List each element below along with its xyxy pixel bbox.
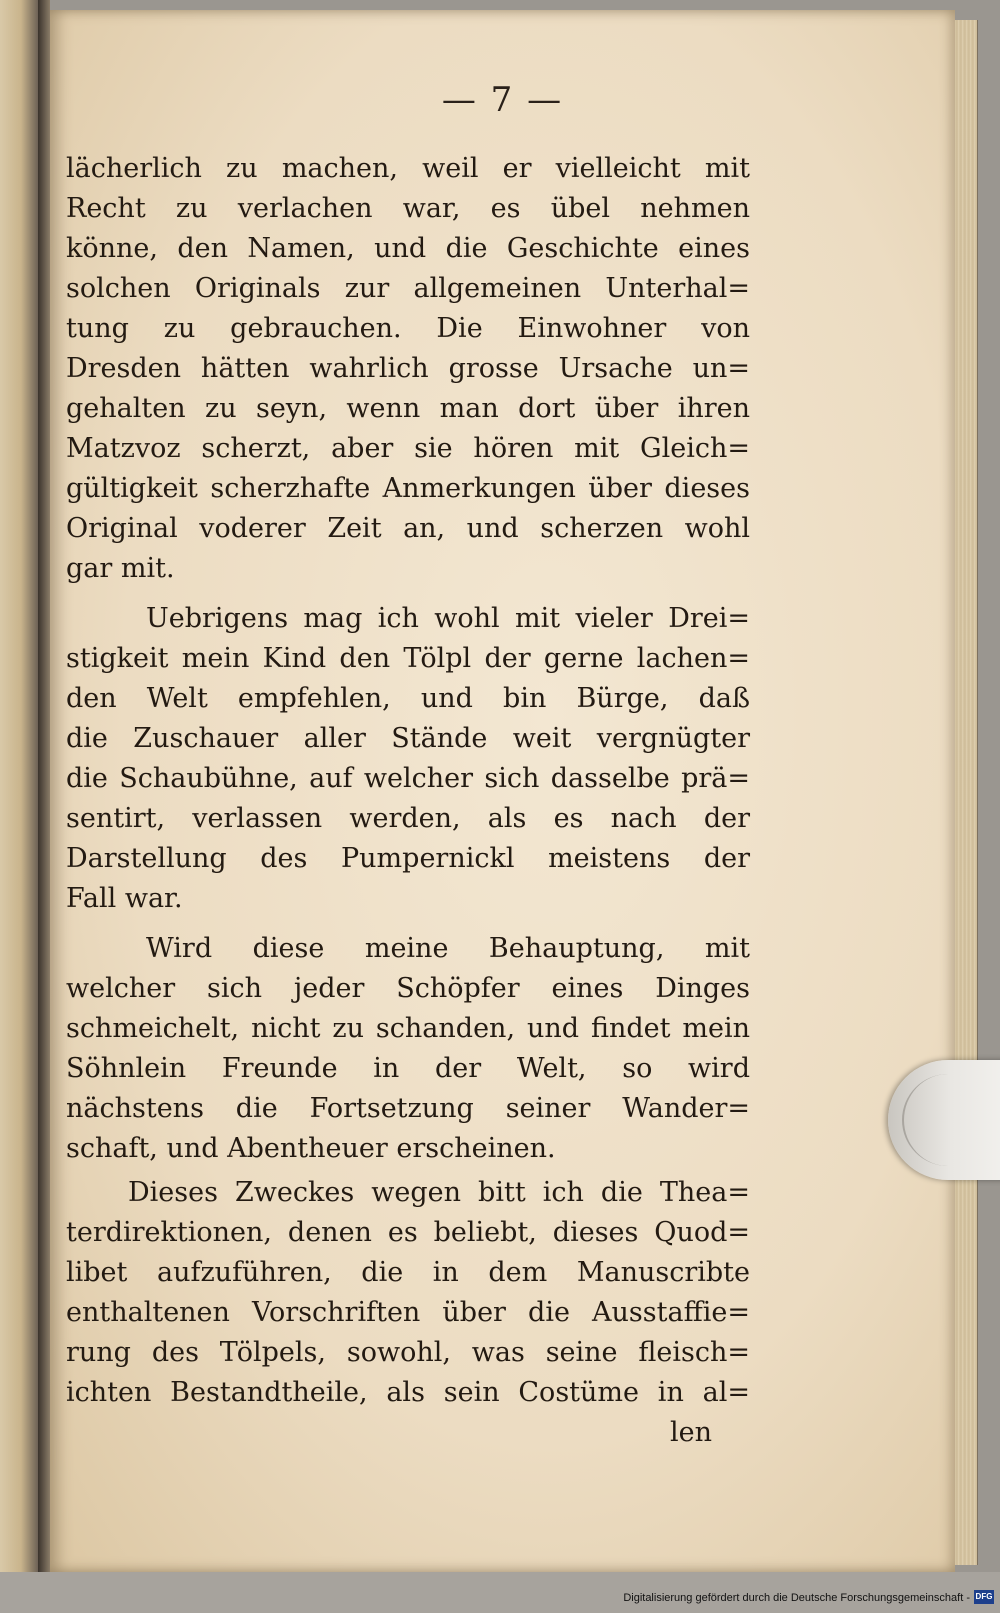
page-block-edge — [955, 20, 978, 1565]
text-line: Fall war. — [66, 883, 183, 914]
text-line: sentirt, verlassen werden, als es nach der — [66, 803, 750, 834]
text-line: Original voderer Zeit an, und scherzen wohl — [66, 513, 750, 544]
text-line: gültigkeit scherzhafte Anmerkungen über dieses — [66, 473, 750, 504]
text-line: schaft, und Abentheuer erscheinen. — [66, 1133, 556, 1164]
text-line: Dieses Zweckes wegen bitt ich die Thea= — [128, 1177, 750, 1208]
text-line: welcher sich jeder Schöpfer eines Dinges — [66, 973, 750, 1004]
text-line: ichten Bestandtheile, als sein Costüme in al= — [66, 1377, 750, 1408]
text-line: Wird diese meine Behauptung, mit — [146, 933, 750, 964]
text-line: terdirektionen, denen es beliebt, dieses Quod= — [66, 1217, 750, 1248]
catchword: len — [670, 1417, 713, 1448]
text-line: gar mit. — [66, 553, 175, 584]
text-line: die Schaubühne, auf welcher sich dasselbe prä= — [66, 763, 750, 794]
text-line: schmeichelt, nicht zu schanden, und findet mein — [66, 1013, 750, 1044]
dfg-logo: DFG — [974, 1590, 994, 1604]
text-line: Recht zu verlachen war, es übel nehmen — [66, 193, 750, 224]
text-line: die Zuschauer aller Stände weit vergnügter — [66, 723, 750, 754]
text-line: nächstens die Fortsetzung seiner Wander= — [66, 1093, 750, 1124]
text-line: solchen Originals zur allgemeinen Unterhal= — [66, 273, 750, 304]
text-line: libet aufzuführen, die in dem Manuscribte — [66, 1257, 750, 1288]
text-line: den Welt empfehlen, und bin Bürge, daß — [66, 683, 750, 714]
text-line: könne, den Namen, und die Geschichte eines — [66, 233, 750, 264]
text-line: lächerlich zu machen, weil er vielleicht mit — [66, 153, 750, 184]
book-page — [50, 10, 955, 1572]
book-gutter — [38, 0, 50, 1613]
page-number: — 7 — — [441, 80, 564, 120]
left-page-edge — [0, 0, 38, 1613]
text-line: rung des Tölpels, sowohl, was seine fleisch= — [66, 1337, 750, 1368]
text-line: stigkeit mein Kind den Tölpl der gerne lachen= — [66, 643, 750, 674]
text-line: Matzvoz scherzt, aber sie hören mit Gleich= — [66, 433, 750, 464]
text-line: enthaltenen Vorschriften über die Ausstaffie= — [66, 1297, 750, 1328]
page-clip — [888, 1060, 1000, 1180]
digitization-credit: Digitalisierung gefördert durch die Deutsche Forschungsgemeinschaft - — [623, 1592, 970, 1604]
text-line: Darstellung des Pumpernickl meistens der — [66, 843, 750, 874]
text-line: Dresden hätten wahrlich grosse Ursache un= — [66, 353, 750, 384]
text-line: tung zu gebrauchen. Die Einwohner von — [66, 313, 750, 344]
text-line: Söhnlein Freunde in der Welt, so wird — [66, 1053, 750, 1084]
text-line: gehalten zu seyn, wenn man dort über ihren — [66, 393, 750, 424]
text-line: Uebrigens mag ich wohl mit vieler Drei= — [146, 603, 750, 634]
